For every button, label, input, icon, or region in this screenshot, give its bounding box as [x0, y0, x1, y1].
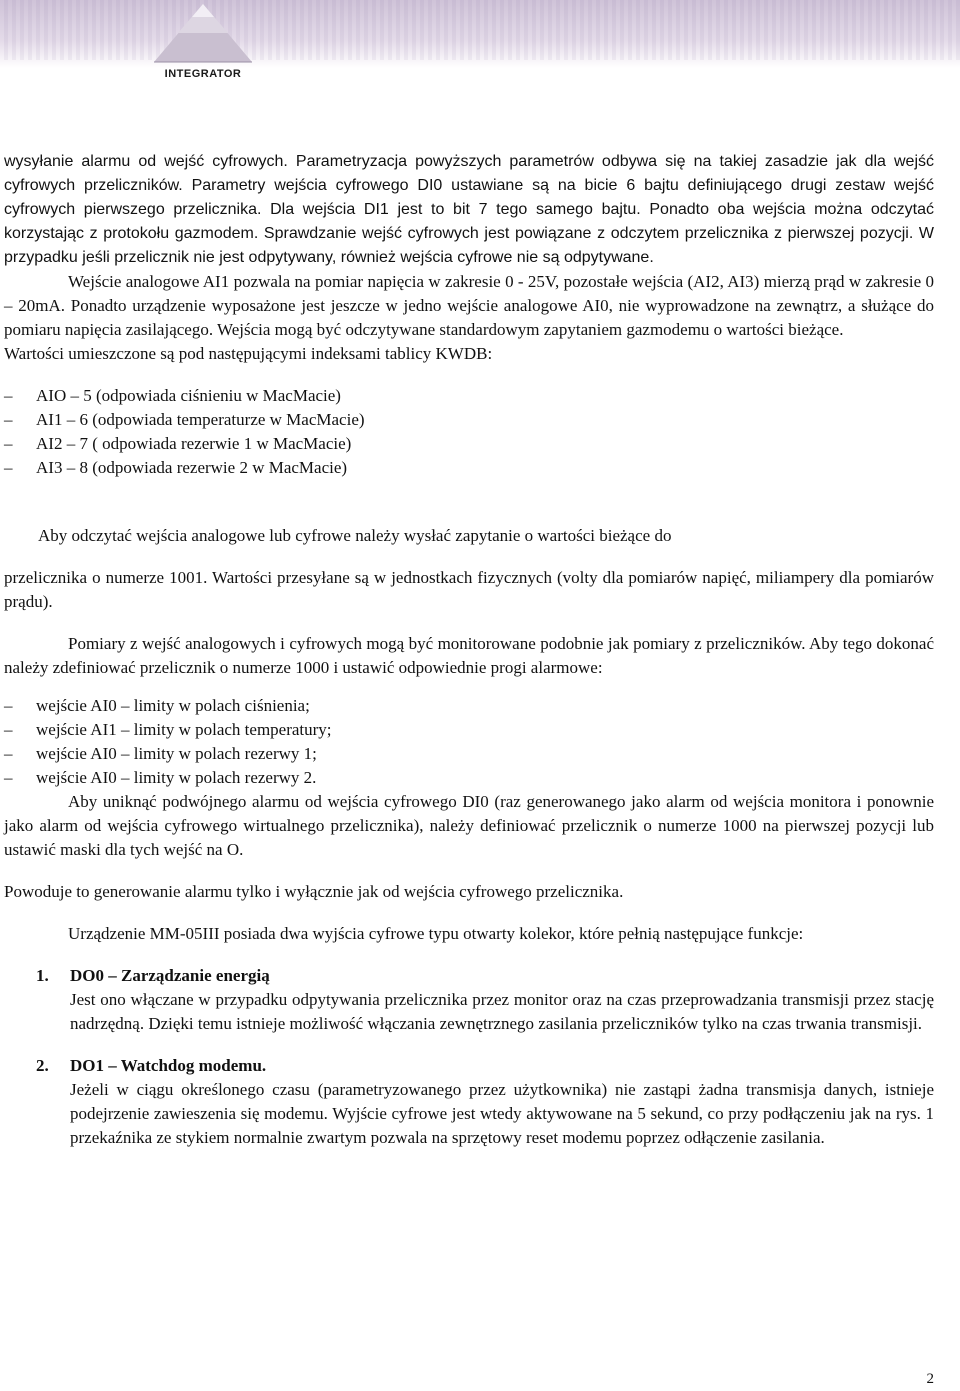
list-item: – AI2 – 7 ( odpowiada rezerwie 1 w MacMacie) — [4, 432, 934, 456]
output-item-do1 — [4, 1054, 934, 1150]
list-item: – wejście AI0 – limity w polach rezerwy 1; — [4, 742, 934, 766]
list-item: – wejście AI0 – limity w polach rezerwy 2. — [4, 766, 934, 790]
paragraph-read-request: Aby odczytać wejścia analogowe lub cyfrowe należy wysłać zapytanie o wartości bieżące do — [38, 526, 672, 545]
list-item: – AIO – 5 (odpowiada ciśnieniu w MacMacie) — [4, 384, 934, 408]
item-title: DO0 – Zarządzanie energią — [70, 966, 270, 985]
item-number: 1. — [36, 966, 49, 985]
output-item-do0 — [4, 964, 934, 1036]
item-text: Jeżeli w ciągu określonego czasu (parametryzowanego przez użytkownika) nie zastąpi żadna transmisja danych, istnieje podejrzenie zawieszenia się modemu. Wyjście cyfrowe jest wtedy aktywowane na 5 sekund, co przy podłączeniu jak na rys. 1 przekaźnika ze stykiem normalnie zwartym pozwala na sprzętowy reset modemu poprzez odłączenie zasilania. — [70, 1080, 934, 1147]
paragraph-digital-inputs: wysyłanie alarmu od wejść cyfrowych. Parametryzacja powyższych parametrów odbywa się na takiej zasadzie jak dla wejść cyfrowych przeliczników. Parametry wejścia cyfrowego DI0 ustawiane są na bicie 6 bajtu definiującego drugi zestaw wejść cyfrowych pierwszego przelicznika. Dla wejścia DI1 jest to bit 7 tego samego bajtu. Ponadto oba wejścia można odczytać korzystając z protokołu gazmodem. Sprawdzanie wejść cyfrowych jest powiązane z odczytem przelicznika z pierwszej pozycji. W przypadku jeśli przelicznik nie jest odpytywany, również wejścia cyfrowe nie są odpytywane. — [4, 153, 934, 266]
paragraph-kwdb-intro: Wartości umieszczone są pod następującymi indeksami tablicy KWDB: — [4, 344, 493, 363]
item-text: Jest ono włączane w przypadku odpytywania przelicznika przez monitor oraz na czas przeprowadzania transmisji przez stację nadrzędną. Dzięki temu istnieje możliwość włączania zewnętrznego zasilania przeliczników tylko na czas trwania transmisji. — [70, 990, 934, 1033]
list-item: – AI1 – 6 (odpowiada temperaturze w MacMacie) — [4, 408, 934, 432]
item-title: DO1 – Watchdog modemu. — [70, 1056, 267, 1075]
paragraph-double-alarm: Aby uniknąć podwójnego alarmu od wejścia cyfrowego DI0 (raz generowanego jako alarm od wejścia monitora i ponownie jako alarm od wejścia cyfrowego wirtualnego przelicznika), należy definiować przelicznik o numerze 1000 na pierwszej pozycji lub ustawić maski dla tych wejść na O. — [4, 792, 934, 859]
header-band — [0, 0, 960, 68]
item-number: 2. — [36, 1056, 49, 1075]
paragraph-outputs-intro: Urządzenie MM-05III posiada dwa wyjścia cyfrowe typu otwarty kolekor, które pełnią następujące funkcje: — [68, 924, 804, 943]
list-item: – wejście AI1 – limity w polach temperatury; — [4, 718, 934, 742]
paragraph-alarm-effect: Powoduje to generowanie alarmu tylko i wyłącznie jak od wejścia cyfrowego przelicznika. — [4, 882, 624, 901]
paragraph-units: przelicznika o numerze 1001. Wartości przesyłane są w jednostkach fizycznych (volty dla pomiarów napięć, miliampery dla pomiarów prądu). — [4, 568, 934, 611]
paragraph-monitoring: Pomiary z wejść analogowych i cyfrowych mogą być monitorowane podobnie jak pomiary z przeliczników. Aby tego dokonać należy zdefiniować przelicznik o numerze 1000 i ustawić odpowiednie progi alarmowe: — [4, 634, 934, 677]
digital-outputs-list — [4, 964, 934, 1150]
list-item: – AI3 – 8 (odpowiada rezerwie 2 w MacMacie) — [4, 456, 934, 480]
alarm-threshold-list — [4, 694, 934, 790]
document-body — [4, 150, 934, 1150]
page-number: 2 — [926, 1371, 934, 1387]
kwdb-index-list — [4, 384, 934, 480]
list-item: – wejście AI0 – limity w polach ciśnienia; — [4, 694, 934, 718]
paragraph-analog-inputs: Wejście analogowe AI1 pozwala na pomiar napięcia w zakresie 0 - 25V, pozostałe wejścia (AI2, AI3) mierzą prąd w zakresie 0 – 20mA. Ponadto urządzenie wyposażone jest jeszcze w jedno wejście analogowe AI0, nie wyprowadzone na zewnątrz, a służące do pomiaru napięcia zasilającego. Wejścia mogą być odczytywane standardowym zapytaniem gazmodemu o wartości bieżące. — [4, 272, 934, 339]
logo-text: INTEGRATOR — [164, 68, 242, 80]
